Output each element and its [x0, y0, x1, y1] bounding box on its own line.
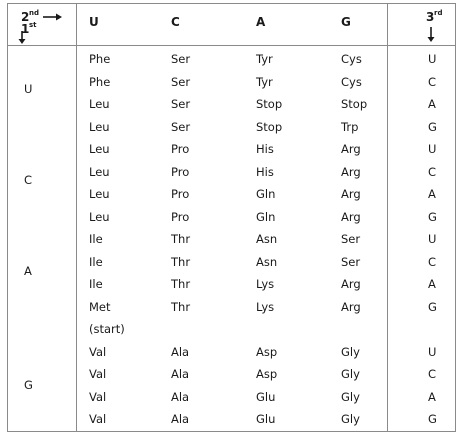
a-column-cell: Stop: [256, 119, 283, 134]
first-base-label: A: [24, 264, 32, 278]
third-position-label: 3: [426, 10, 435, 24]
third-position-suffix: rd: [434, 9, 443, 17]
third-base-cell: U: [428, 232, 437, 246]
third-base-cell: A: [428, 389, 436, 404]
c-column-cell: Pro: [171, 187, 190, 201]
third-base-cell: U: [428, 344, 437, 359]
first-base-label: G: [24, 378, 33, 392]
g-column-cell: Gly: [341, 344, 360, 359]
c-column-cell: Pro: [171, 142, 190, 156]
c-column-cell: Ala: [171, 367, 190, 381]
c-column-cell: Thr: [171, 277, 191, 291]
third-base-cell: G: [428, 412, 437, 426]
g-column-cell: Arg: [341, 142, 361, 156]
g-column-cell: Ser: [341, 254, 361, 269]
a-column-cell: Gln: [256, 209, 276, 224]
c-column-cell: Pro: [171, 164, 190, 179]
g-column-cell: Cys: [341, 52, 362, 66]
third-column-divider: [387, 4, 388, 431]
u-column-cell: (start): [89, 322, 125, 336]
third-base-cell: G: [428, 299, 437, 314]
g-column-cell: Arg: [341, 164, 361, 179]
third-base-cell: U: [428, 52, 437, 66]
u-column-cell: Ile: [89, 232, 103, 246]
a-column-cell: Glu: [256, 389, 276, 404]
c-column-cell: Pro: [171, 209, 190, 224]
third-base-cell: C: [428, 254, 437, 269]
u-column-cell: Val: [89, 344, 107, 359]
a-column-cell: Gln: [256, 187, 276, 201]
third-base-cell: G: [428, 209, 437, 224]
column-header-a: A: [256, 15, 266, 29]
u-column-cell: Val: [89, 389, 107, 404]
a-column-cell: Asp: [256, 367, 278, 381]
third-base-cell: A: [428, 97, 436, 111]
u-column-cell: Leu: [89, 164, 110, 179]
third-base-cell: G: [428, 119, 437, 134]
a-column-cell: Lys: [256, 277, 275, 291]
a-column-cell: Tyr: [256, 74, 273, 89]
right-arrow-icon: [43, 13, 63, 21]
first-column-divider: [76, 4, 77, 431]
c-column-cell: Ala: [171, 389, 190, 404]
c-column-cell: Ala: [171, 344, 190, 359]
u-column-cell: Ile: [89, 254, 103, 269]
c-column-cell: Ser: [171, 52, 191, 66]
u-column-cell: Leu: [89, 119, 110, 134]
u-column-cell: Leu: [89, 187, 110, 201]
a-column-cell: Stop: [256, 97, 283, 111]
a-column-cell: His: [256, 164, 274, 179]
c-column-cell: Ser: [171, 97, 191, 111]
g-column-cell: Gly: [341, 412, 360, 426]
a-column-cell: Glu: [256, 412, 276, 426]
g-column-cell: Arg: [341, 209, 361, 224]
first-base-label: U: [24, 82, 33, 96]
first-position-suffix: st: [29, 21, 37, 29]
g-column-cell: Arg: [341, 277, 361, 291]
second-position-label: 2: [21, 10, 30, 24]
column-header-c: C: [171, 15, 180, 29]
third-base-cell: C: [428, 164, 437, 179]
column-header-u: U: [89, 15, 99, 29]
a-column-cell: Asn: [256, 254, 278, 269]
second-position-suffix: nd: [29, 9, 39, 17]
u-column-cell: Ile: [89, 277, 103, 291]
c-column-cell: Ala: [171, 412, 190, 426]
down-arrow-icon: [427, 27, 435, 43]
a-column-cell: Tyr: [256, 52, 273, 66]
third-base-cell: C: [428, 367, 437, 381]
u-column-cell: Leu: [89, 97, 110, 111]
u-column-cell: Val: [89, 412, 107, 426]
c-column-cell: Thr: [171, 299, 191, 314]
u-column-cell: Phe: [89, 74, 111, 89]
u-column-cell: Leu: [89, 142, 110, 156]
down-arrow-icon: [18, 31, 26, 45]
third-base-cell: U: [428, 142, 437, 156]
c-column-cell: Thr: [171, 254, 191, 269]
third-base-cell: A: [428, 277, 436, 291]
third-base-cell: C: [428, 74, 437, 89]
a-column-cell: Lys: [256, 299, 275, 314]
g-column-cell: Stop: [341, 97, 368, 111]
column-header-g: G: [341, 15, 351, 29]
u-column-cell: Leu: [89, 209, 110, 224]
first-base-label: C: [24, 173, 33, 187]
g-column-cell: Gly: [341, 367, 360, 381]
u-column-cell: Val: [89, 367, 107, 381]
c-column-cell: Thr: [171, 232, 191, 246]
first-position-label: 1: [21, 22, 30, 36]
codon-table: [7, 3, 456, 432]
g-column-cell: Arg: [341, 299, 361, 314]
c-column-cell: Ser: [171, 119, 191, 134]
u-column-cell: Phe: [89, 52, 111, 66]
a-column-cell: Asn: [256, 232, 278, 246]
a-column-cell: His: [256, 142, 274, 156]
g-column-cell: Cys: [341, 74, 362, 89]
g-column-cell: Ser: [341, 232, 361, 246]
g-column-cell: Arg: [341, 187, 361, 201]
g-column-cell: Gly: [341, 389, 360, 404]
third-base-cell: A: [428, 187, 436, 201]
a-column-cell: Asp: [256, 344, 278, 359]
c-column-cell: Ser: [171, 74, 191, 89]
g-column-cell: Trp: [341, 119, 359, 134]
u-column-cell: Met: [89, 299, 111, 314]
